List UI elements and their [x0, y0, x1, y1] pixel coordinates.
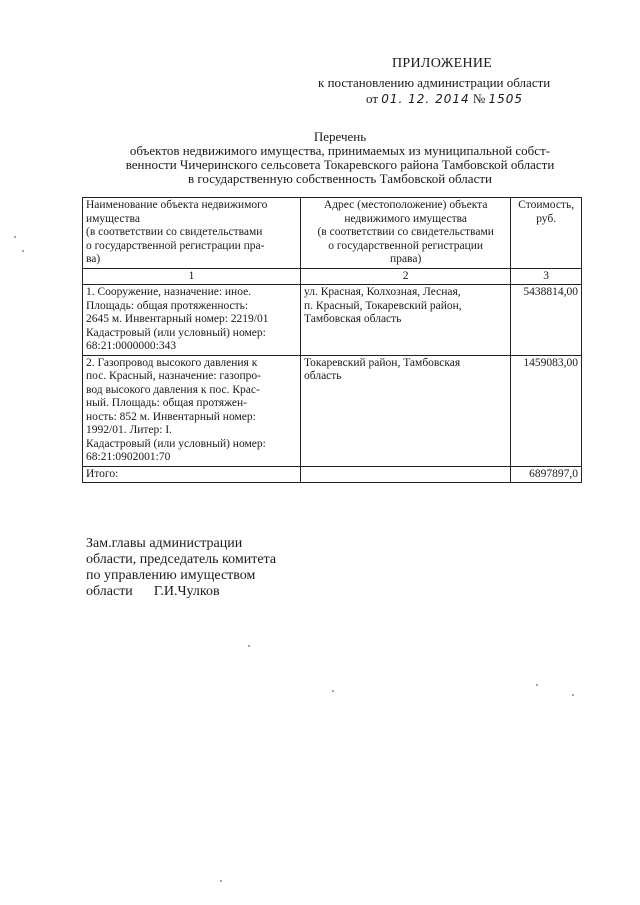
total-empty-cell	[301, 466, 511, 483]
signature-position: области	[86, 584, 133, 599]
heading-line: венности Чичеринского сельсовета Токаревского района Тамбовской области	[125, 157, 555, 172]
heading-line: в государственную собственность Тамбовской области	[188, 171, 492, 186]
scan-speck	[248, 645, 250, 647]
signature-block	[86, 536, 276, 600]
appendix-title: ПРИЛОЖЕНИЕ	[392, 56, 493, 71]
column-number: 1	[83, 268, 301, 285]
table-row	[83, 285, 582, 356]
scan-speck	[572, 694, 574, 696]
scan-speck	[22, 250, 24, 252]
table-header-row	[83, 198, 582, 269]
column-number: 3	[511, 268, 582, 285]
scan-speck	[332, 690, 334, 692]
header-address: Адрес (местоположение) объекта недвижимого имущества (в соответствии со свидетельствами о государственной регистрации права)	[301, 198, 511, 269]
row-address: ул. Красная, Колхозная, Лесная, п. Красный, Токаревский район, Тамбовская область	[301, 285, 511, 356]
decree-date-line	[366, 91, 523, 107]
row-cost: 1459083,00	[511, 355, 582, 466]
signature-line: области, председатель комитета	[86, 552, 277, 567]
number-sign: №	[472, 91, 486, 106]
total-value: 6897897,0	[511, 466, 582, 483]
table-row	[83, 355, 582, 466]
heading-line: объектов недвижимого имущества, принимаемых из муниципальной собст-	[129, 143, 551, 158]
row-cost: 5438814,00	[511, 285, 582, 356]
decree-reference: к постановлению администрации области	[318, 75, 551, 90]
document-heading	[60, 130, 620, 186]
property-table	[82, 197, 582, 483]
signatory-name: Г.И.Чулков	[153, 584, 220, 599]
date-prefix: от	[366, 91, 379, 106]
header-cost: Стоимость, руб.	[511, 198, 582, 269]
row-name: 2. Газопровод высокого давления к пос. Красный, назначение: газопро- вод высокого давления к пос. Крас- ный. Площадь: общая протяжен- ность: 852 м. Инвентарный номер: 1992/01. Литер: I. Кадастровый (или условный) номер: 68:21:0902001:70	[83, 355, 301, 466]
decree-number: 1505	[488, 92, 524, 106]
scan-speck	[220, 880, 222, 882]
signature-line: Зам.главы администрации	[86, 536, 243, 551]
date-value: 01. 12. 2014	[381, 92, 470, 106]
scan-speck	[14, 236, 16, 238]
signature-line: по управлению имуществом	[86, 568, 256, 583]
signature-line	[86, 584, 276, 600]
column-number: 2	[301, 268, 511, 285]
total-label: Итого:	[83, 466, 301, 483]
row-address: Токаревский район, Тамбовская область	[301, 355, 511, 466]
row-name: 1. Сооружение, назначение: иное. Площадь: общая протяженность: 2645 м. Инвентарный номер: 2219/01 Кадастровый (или условный) номер: 68:21:0000000:343	[83, 285, 301, 356]
total-row	[83, 466, 582, 483]
heading-title: Перечень	[313, 129, 367, 144]
column-number-row	[83, 268, 582, 285]
scan-speck	[536, 684, 538, 686]
header-name: Наименование объекта недвижимого имущества (в соответствии со свидетельствами о государственной регистрации пра- ва)	[83, 198, 301, 269]
